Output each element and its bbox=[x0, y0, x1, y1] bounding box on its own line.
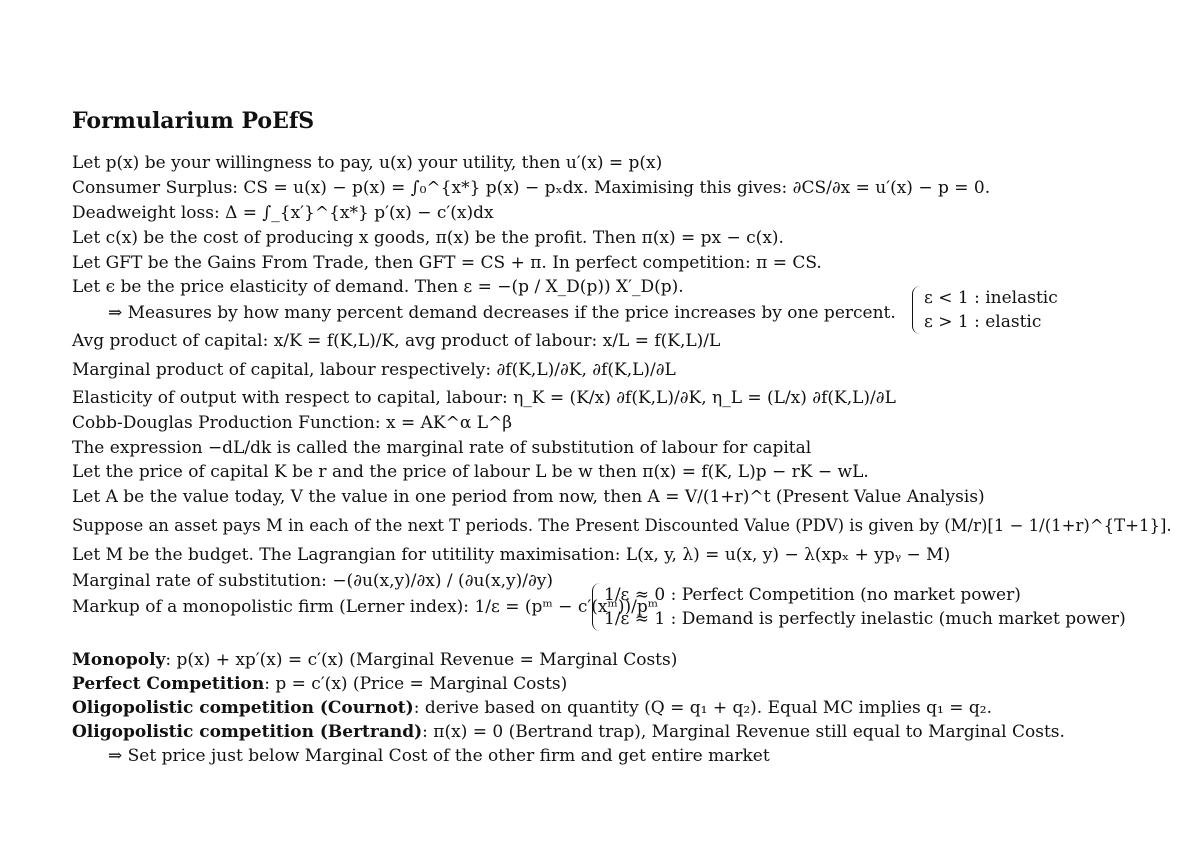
market-form-text: : π(x) = 0 (Bertrand trap), Marginal Revenue still equal to Marginal Costs. bbox=[422, 722, 1065, 742]
formula-line: Cobb-Douglas Production Function: x = AK^α L^β bbox=[72, 413, 513, 433]
formula-line: Let A be the value today, V the value in one period from now, then A = V/(1+r)^t (Present Value Analysis) bbox=[72, 487, 985, 507]
final-note: ⇒ Set price just below Marginal Cost of the other firm and get entire market bbox=[108, 746, 770, 766]
formula-line: The expression −dL/dk is called the marginal rate of substitution of labour for capital bbox=[72, 438, 812, 458]
formula-line: Let c(x) be the cost of producing x goods, π(x) be the profit. Then π(x) = px − c(x). bbox=[72, 228, 784, 248]
left-brace bbox=[592, 583, 601, 631]
formula-line: Let p(x) be your willingness to pay, u(x) your utility, then u′(x) = p(x) bbox=[72, 153, 663, 173]
market-form-term: Perfect Competition bbox=[72, 674, 265, 694]
market-form-term: Oligopolistic competition (Cournot) bbox=[72, 698, 414, 718]
market-form-bertrand bbox=[72, 722, 1065, 742]
formula-line: Avg product of capital: x/K = f(K,L)/K, avg product of labour: x/L = f(K,L)/L bbox=[72, 331, 721, 351]
market-form-text: : p(x) + xp′(x) = c′(x) (Marginal Revenue = Marginal Costs) bbox=[165, 650, 678, 670]
market-form-text: : derive based on quantity (Q = q₁ + q₂). Equal MC implies q₁ = q₂. bbox=[413, 698, 992, 718]
elasticity-case: ε > 1 : elastic bbox=[924, 312, 1042, 332]
elasticity-case: ε < 1 : inelastic bbox=[924, 288, 1058, 308]
market-form-term: Monopoly bbox=[72, 650, 166, 670]
lerner-case: 1/ε ≈ 0 : Perfect Competition (no market power) bbox=[604, 585, 1021, 605]
formula-line: Let GFT be the Gains From Trade, then GFT = CS + π. In perfect competition: π = CS. bbox=[72, 253, 822, 273]
formula-line: ⇒ Measures by how many percent demand decreases if the price increases by one percent. bbox=[108, 303, 896, 323]
formula-line: Markup of a monopolistic firm (Lerner index): 1/ε = (pᵐ − c′(xᵐ))/pᵐ bbox=[72, 597, 659, 617]
market-form-perfect-competition bbox=[72, 674, 567, 694]
market-form-text: : p = c′(x) (Price = Marginal Costs) bbox=[264, 674, 568, 694]
formula-line: Elasticity of output with respect to capital, labour: η_K = (K/x) ∂f(K,L)/∂K, η_L = (L/x) ∂f(K,L)/∂L bbox=[72, 388, 896, 408]
formula-line: Suppose an asset pays M in each of the next T periods. The Present Discounted Value (PDV) is given by (M/r)[1 − 1/(1+r)^{T+1}]. bbox=[72, 516, 1172, 535]
market-form-cournot bbox=[72, 698, 992, 718]
formula-line: Let M be the budget. The Lagrangian for utitility maximisation: L(x, y, λ) = u(x, y) − λ(xpₓ + ypᵧ − M) bbox=[72, 545, 951, 565]
elasticity-cases-brace bbox=[912, 286, 1058, 334]
formula-line: Let ϵ be the price elasticity of demand. Then ε = −(p / X_D(p)) X′_D(p). bbox=[72, 277, 684, 297]
formula-line: Marginal rate of substitution: −(∂u(x,y)/∂x) / (∂u(x,y)/∂y) bbox=[72, 571, 554, 591]
formula-line: Marginal product of capital, labour respectively: ∂f(K,L)/∂K, ∂f(K,L)/∂L bbox=[72, 360, 676, 380]
market-form-term: Oligopolistic competition (Bertrand) bbox=[72, 722, 423, 742]
page-title: Formularium PoEfS bbox=[72, 108, 315, 134]
formula-line: Consumer Surplus: CS = u(x) − p(x) = ∫₀^{x*} p(x) − pₓdx. Maximising this gives: ∂CS/∂x = u′(x) − p = 0. bbox=[72, 178, 991, 198]
lerner-cases-brace bbox=[592, 583, 1126, 631]
formula-line: Deadweight loss: Δ = ∫_{x′}^{x*} p′(x) − c′(x)dx bbox=[72, 203, 494, 223]
formula-line: Let the price of capital K be r and the price of labour L be w then π(x) = f(K, L)p − rK − wL. bbox=[72, 462, 869, 482]
lerner-case: 1/ε ≈ 1 : Demand is perfectly inelastic (much market power) bbox=[604, 609, 1126, 629]
market-form-monopoly bbox=[72, 650, 677, 670]
left-brace bbox=[912, 286, 921, 334]
